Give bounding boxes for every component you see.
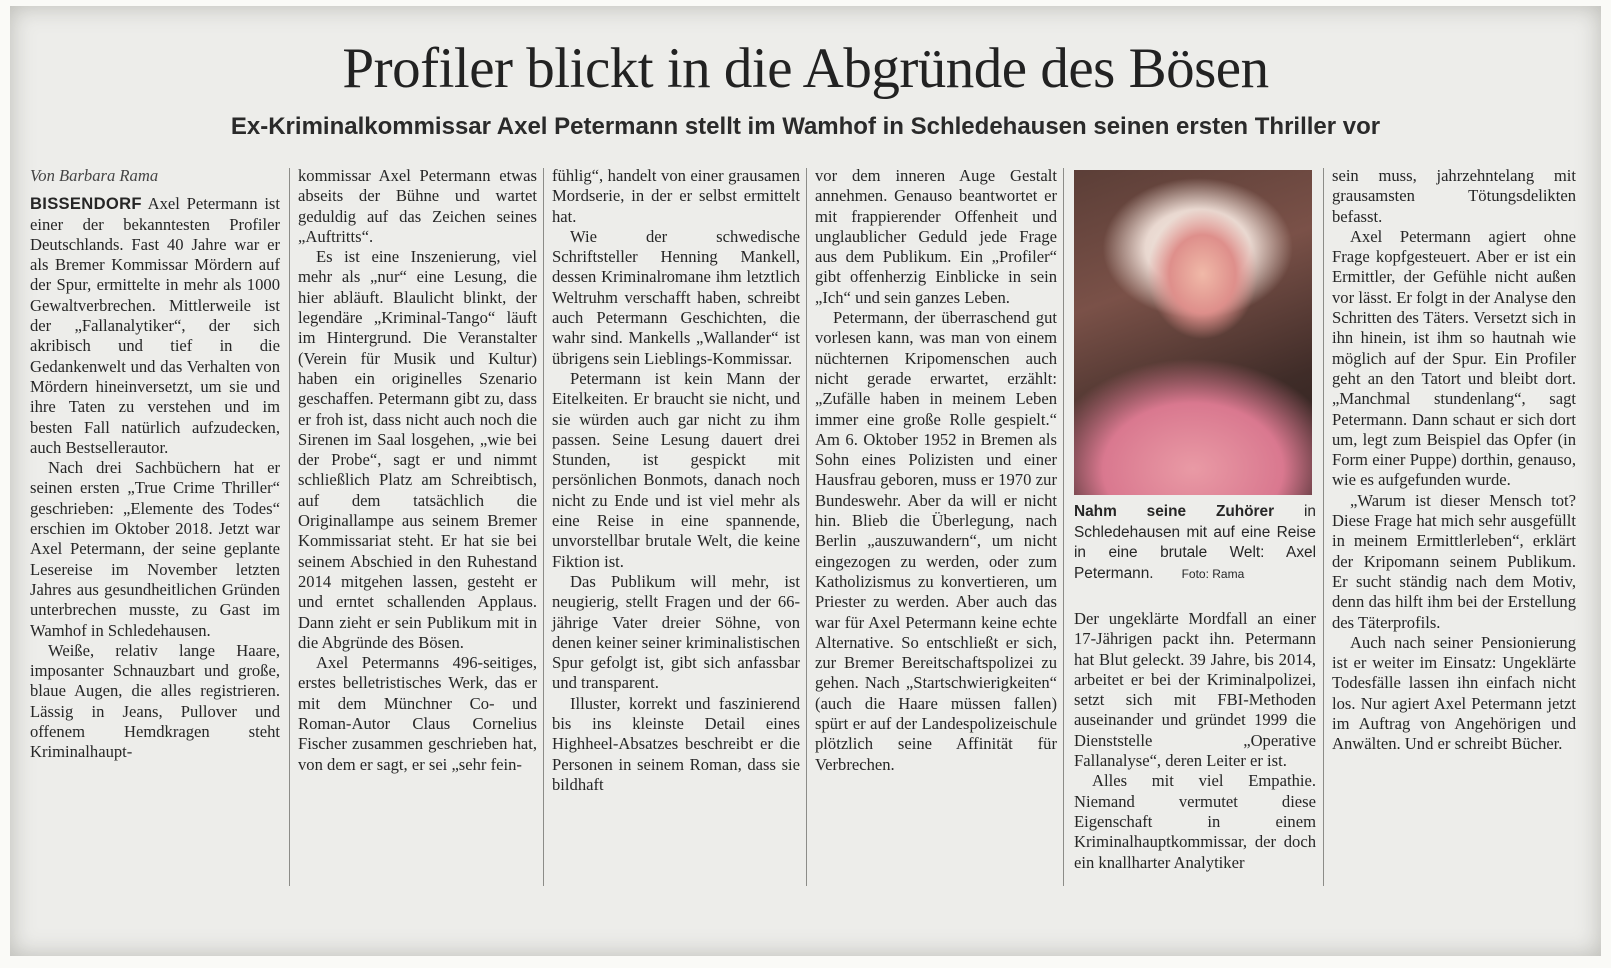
col1-paragraph-1 bbox=[30, 194, 280, 458]
dateline: BISSENDORF bbox=[30, 194, 142, 214]
col2-paragraph-3: Axel Petermanns 496-seitiges, erstes belletristisches Werk, das er mit dem Münchner Co- und Roman-Autor Claus Cornelius Fischer zusammen geschrieben hat, von dem er sagt, er sei „sehr fein- bbox=[298, 653, 537, 774]
col6-paragraph-3: „Warum ist dieser Mensch tot? Diese Frage hat mich sehr ausgefüllt in meinem Ermittlerleben“, erklärt der Kripomann seinem Publikum. Er sucht ständig nach dem Motiv, denn das hilft ihm bei der Erstellung des Täterprofils. bbox=[1332, 490, 1576, 632]
column-2 bbox=[298, 166, 537, 775]
column-6 bbox=[1332, 166, 1576, 755]
col4-paragraph-2: Petermann, der überraschend gut vorlesen kann, was man von einem nüchternen Kripomenschen auch nicht gerade erwartet, erzählt: „Zufälle haben in meinem Leben immer eine große Rolle gespielt.“ Am 6. Oktober 1952 in Bremen als Sohn eines Polizisten und einer Hausfrau geboren, muss er 1970 zur Bundeswehr. Aber da will er nicht hin. Blieb die Überlegung, nach Berlin „auszuwandern“, um nicht eingezogen zu werden, oder zum Katholizismus zu konvertieren, um Priester zu werden. Aber auch das war für Axel Petermann keine echte Alternative. So entschließt er sich, zur Bremer Bereitschaftspolizei zu gehen. Nach „Startschwierigkeiten“ (auch die Haare müssen fallen) spürt er auf der Landespolizeischule plötzlich seine Affinität für Verbrechen. bbox=[815, 308, 1057, 774]
col5-paragraph-1: Der ungeklärte Mordfall an einer 17-Jährigen packt ihn. Petermann hat Blut geleckt. 39 Jahre, bis 2014, arbeitet er bei der Kriminalpolizei, setzt sich mit FBI-Methoden auseinander und gründet 1999 die Dienststelle „Operative Fallanalyse“, deren Leiter er ist. bbox=[1074, 609, 1316, 771]
col6-paragraph-4: Auch nach seiner Pensionierung ist er weiter im Einsatz: Ungeklärte Todesfälle lassen ihn einfach nicht los. Nur agiert Axel Petermann jetzt im Auftrag von Angehörigen und Anwälten. Und er schreibt Bücher. bbox=[1332, 632, 1576, 754]
col6-paragraph-1: sein muss, jahrzehntelang mit grausamsten Tötungsdelikten befasst. bbox=[1332, 166, 1576, 226]
column-divider bbox=[289, 168, 290, 886]
caption-text: in Schledehausen mit auf eine Reise in eine brutale Welt: Axel Petermann. bbox=[1074, 503, 1316, 582]
col1-paragraph-1-text: Axel Petermann ist einer der bekanntesten Profiler Deutschlands. Fast 40 Jahre war er als Bremer Kommissar Mördern auf der Spur, ermittelte in mehr als 1000 Gewaltverbrechen. Mittlerweile ist der „Fallanalytiker“, der sich akribisch und tief in die Gedankenwelt und das Verhalten von Mördern hineinversetzt, um sie und ihre Taten zu verstehen und im besten Fall natürlich aufzudecken, auch Bestsellerautor. bbox=[30, 194, 280, 457]
column-divider bbox=[1323, 168, 1324, 886]
photo-credit: Foto: Rama bbox=[1181, 566, 1245, 581]
column-1 bbox=[30, 166, 280, 763]
column-5 bbox=[1074, 609, 1316, 873]
column-4 bbox=[815, 166, 1057, 775]
col3-paragraph-4: Das Publikum will mehr, ist neugierig, stellt Fragen und der 66-jährige Vater dreier Söhne, von denen keiner seiner kriminalistischen Spur gefolgt ist, gibt sich anfassbar und transparent. bbox=[552, 571, 800, 693]
col3-paragraph-5: Illuster, korrekt und faszinierend bis ins kleinste Detail eines Highheel-Absatzes beschreibt er die Personen in seinem Roman, dass sie bildhaft bbox=[552, 693, 800, 794]
col5-paragraph-2: Alles mit viel Empathie. Niemand vermutet diese Eigenschaft in einem Kriminalhauptkommissar, der doch ein knallharter Analytiker bbox=[1074, 771, 1316, 872]
col2-paragraph-1: kommissar Axel Petermann etwas abseits der Bühne und wartet geduldig auf das Zeichen seines „Auftritts“. bbox=[298, 166, 537, 246]
column-divider bbox=[1063, 168, 1064, 886]
headline: Profiler blickt in die Abgründe des Bösen bbox=[342, 37, 1269, 100]
col6-paragraph-2: Axel Petermann agiert ohne Frage kopfgesteuert. Aber er ist ein Ermittler, der Gefühle nicht außen vor lässt. Er folgt in der Analyse den Schritten des Täters. Versetzt sich in ihn hinein, ist ihm so hautnah wie möglich auf der Spur. Ein Profiler geht an den Tatort und bleibt dort. „Manchmal stundenlang“, sagt Petermann. Dann schaut er sich dort um, legt zum Beispiel das Opfer (in Form einer Puppe) dorthin, genauso, wie es aufgefunden wurde. bbox=[1332, 226, 1576, 490]
byline: Von Barbara Rama bbox=[30, 166, 159, 185]
col4-paragraph-1: vor dem inneren Auge Gestalt annehmen. Genauso beantwortet er mit frappierender Offenheit und unglaublicher Geduld jede Frage aus dem Publikum. Ein „Profiler“ gibt offenherzig Einblicke in sein „Ich“ und sein ganzes Leben. bbox=[815, 166, 1057, 307]
portrait-photo bbox=[1074, 170, 1312, 495]
column-divider bbox=[806, 168, 807, 886]
caption-lead: Nahm seine Zuhörer bbox=[1074, 503, 1275, 520]
column-divider bbox=[543, 168, 544, 886]
subheadline: Ex-Kriminalkommissar Axel Petermann stellt im Wamhof in Schledehausen seinen ersten Thriller vor bbox=[230, 113, 1381, 140]
col3-paragraph-1: fühlig“, handelt von einer grausamen Mordserie, in der er selbst ermittelt hat. bbox=[552, 166, 800, 226]
col3-paragraph-2: Wie der schwedische Schriftsteller Henning Mankell, dessen Kriminalromane ihm letztlich Weltruhm verschafft haben, schreibt auch Petermann Geschichten, die wahr sind. Mankells „Wallander“ ist übrigens sein Lieblings-Kommissar. bbox=[552, 226, 800, 368]
photo-caption bbox=[1074, 502, 1316, 584]
column-3 bbox=[552, 166, 800, 795]
col1-paragraph-2: Nach drei Sachbüchern hat er seinen ersten „True Crime Thriller“ geschrieben: „Elemente des Todes“ erschien im Oktober 2018. Jetzt war Axel Petermann, der seine geplante Lesereise im November letzten Jahres aus gesundheitlichen Gründen unterbrechen musste, zu Gast im Wamhof in Schledehausen. bbox=[30, 458, 280, 640]
col3-paragraph-3: Petermann ist kein Mann der Eitelkeiten. Er braucht sie nicht, und sie würden auch gar nicht zu ihm passen. Seine Lesung dauert drei Stunden, ist gespickt mit persönlichen Bonmots, danach noch nicht zu Ende und ist viel mehr als eine Reise in eine spannende, unvorstellbar brutale Welt, die keine Fiktion ist. bbox=[552, 368, 800, 571]
newspaper-clipping bbox=[10, 6, 1601, 956]
col2-paragraph-2: Es ist eine Inszenierung, viel mehr als „nur“ eine Lesung, die hier abläuft. Blaulicht blinkt, der legendäre „Kriminal-Tango“ läuft im Hintergrund. Die Veranstalter (Verein für Musik und Kultur) haben ein originelles Szenario geschaffen. Petermann gibt zu, dass er froh ist, dass nicht auch noch die Sirenen im Saal losgehen, „wie bei der Probe“, sagt er und nimmt schließlich Platz am Schreibtisch, auf dem tatsächlich die Originallampe aus seinem Bremer Kommissariat steht. Er hat sie bei seinem Abschied in den Ruhestand 2014 mitgehen lassen, gesteht er und erntet schallenden Applaus. Dann zieht er sein Publikum mit in die Abgründe des Bösen. bbox=[298, 247, 537, 652]
col1-paragraph-3: Weiße, relativ lange Haare, imposanter Schnauzbart und große, blaue Augen, die alles registrieren. Lässig in Jeans, Pullover und offenem Hemdkragen steht Kriminalhaupt- bbox=[30, 640, 280, 762]
